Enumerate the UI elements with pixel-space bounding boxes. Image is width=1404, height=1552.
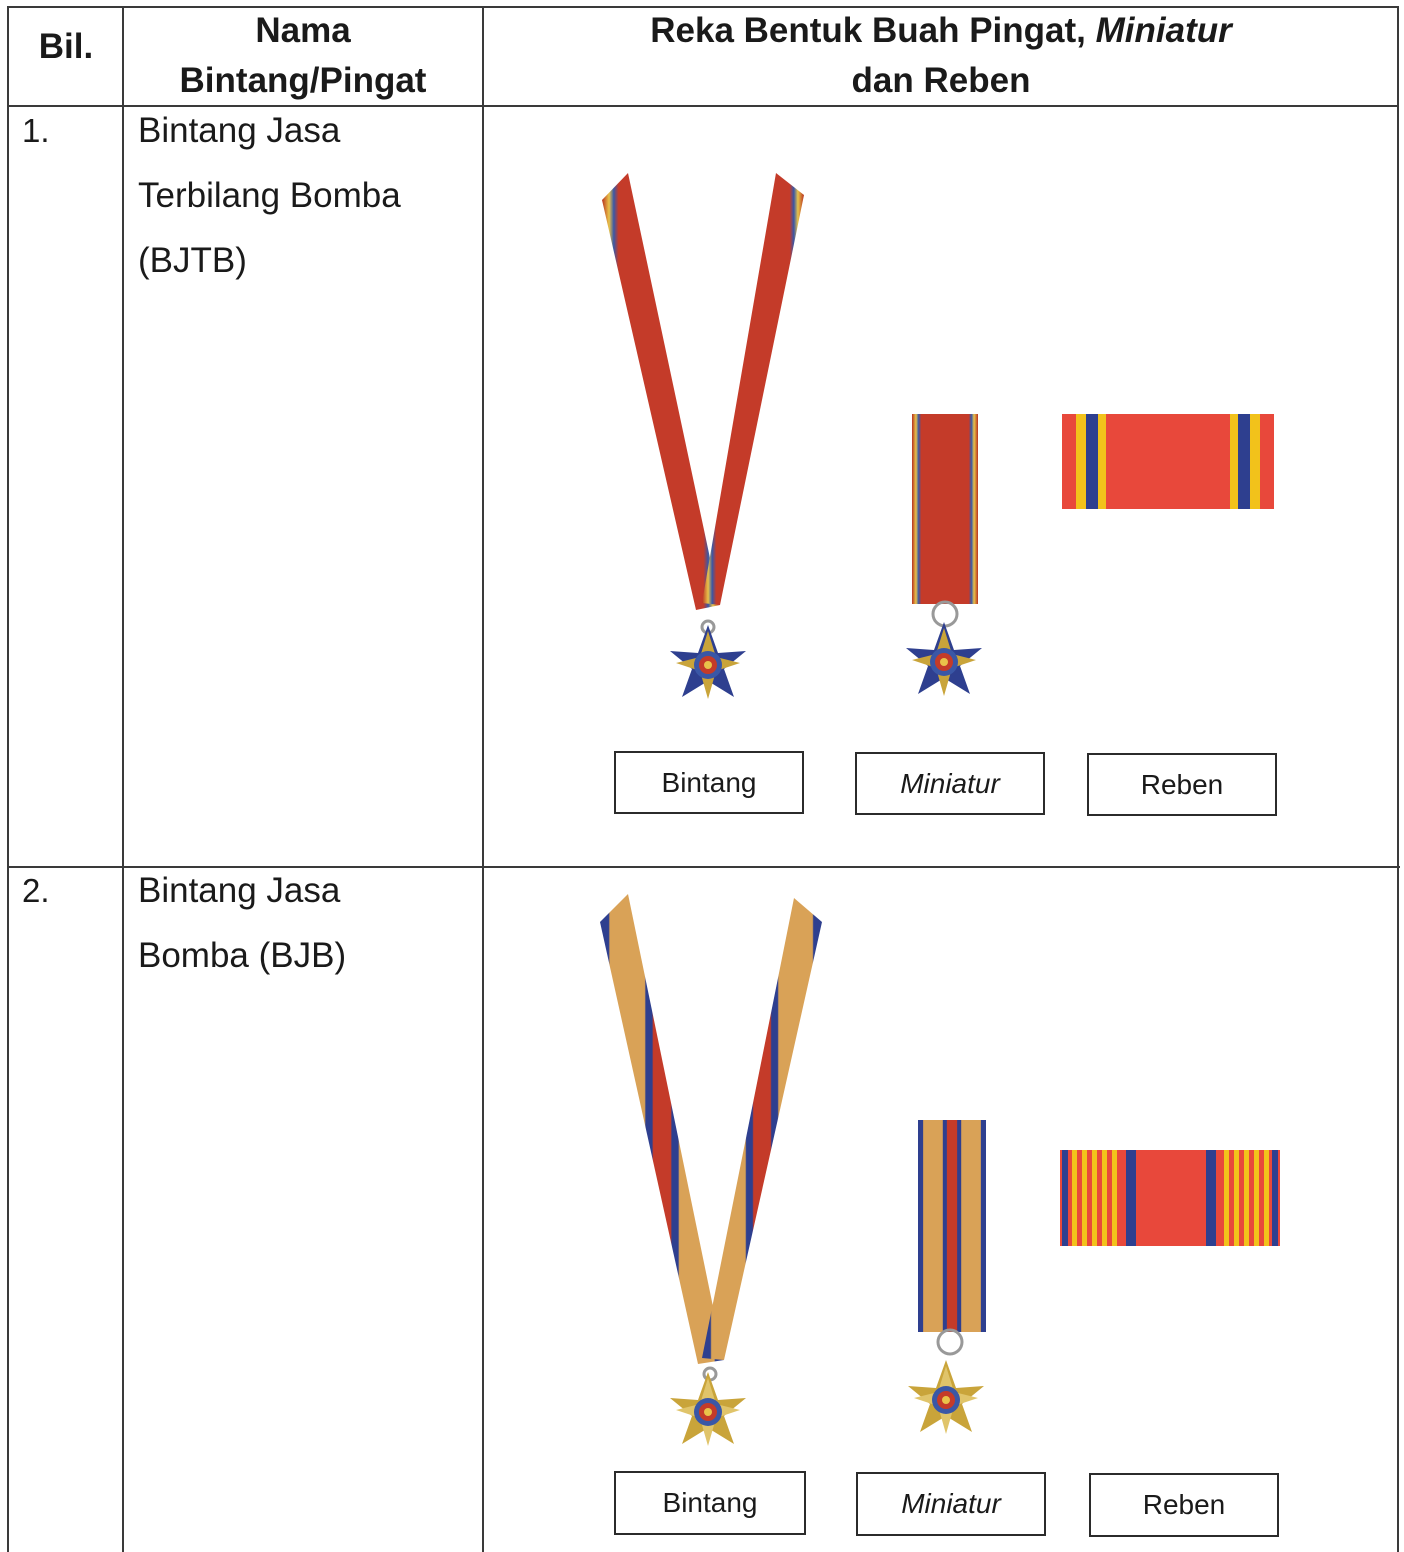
row-1-star-emblem (670, 625, 746, 699)
row-2-star-medal-image (598, 892, 826, 1452)
row-1-number: 1. (22, 112, 50, 149)
header-reka-bentuk (484, 6, 1398, 106)
row-2-label-miniatur: Miniatur (856, 1472, 1046, 1536)
row-2-ribbon-right-strap (702, 898, 822, 1360)
row-1-label-bintang: Bintang (614, 751, 804, 814)
header-nama-line1: Nama (255, 11, 351, 50)
header-reka-line1 (484, 6, 1398, 56)
row-2-name-line1: Bintang Jasa (138, 871, 341, 910)
row-2-number: 2. (22, 872, 50, 909)
header-reka-line2: dan Reben (851, 61, 1031, 100)
row-1-name (138, 98, 401, 293)
row-1-name-line1: Bintang Jasa (138, 111, 341, 150)
row-1-name-line2: Terbilang Bomba (138, 176, 401, 215)
row-2-label-bintang: Bintang (614, 1471, 806, 1535)
col-divider-1 (122, 6, 124, 1552)
row-1-label-reben: Reben (1087, 753, 1277, 816)
header-nama (124, 6, 482, 106)
row-1-miniature-image (898, 414, 988, 704)
row-1-star-medal-image (598, 165, 813, 710)
table-left-border (7, 6, 9, 1552)
header-bil: Bil. (38, 27, 94, 66)
row-2-ribbon-bar-image (1060, 1150, 1280, 1246)
table-right-border (1397, 6, 1399, 1552)
row-1-name-line3: (BJTB) (138, 241, 247, 280)
row-2-label-reben: Reben (1089, 1473, 1279, 1537)
col-divider-2 (482, 6, 484, 1552)
row-1-ribbon-right-strap (702, 173, 804, 605)
row-2-name (138, 858, 346, 988)
row-1-ribbon-left-strap (602, 173, 720, 610)
row-2-miniature-image (900, 1120, 1000, 1445)
row-1-ribbon-bar-image (1062, 414, 1274, 509)
header-reka-italic: Miniatur (1095, 11, 1232, 50)
row-2-name-line2: Bomba (BJB) (138, 936, 347, 975)
row-1-label-miniatur: Miniatur (855, 752, 1045, 815)
header-nama-line2: Bintang/Pingat (179, 61, 427, 100)
header-reka-text: Reka Bentuk Buah Pingat, (650, 11, 1096, 50)
row-2-ribbon-left-strap (600, 894, 724, 1364)
